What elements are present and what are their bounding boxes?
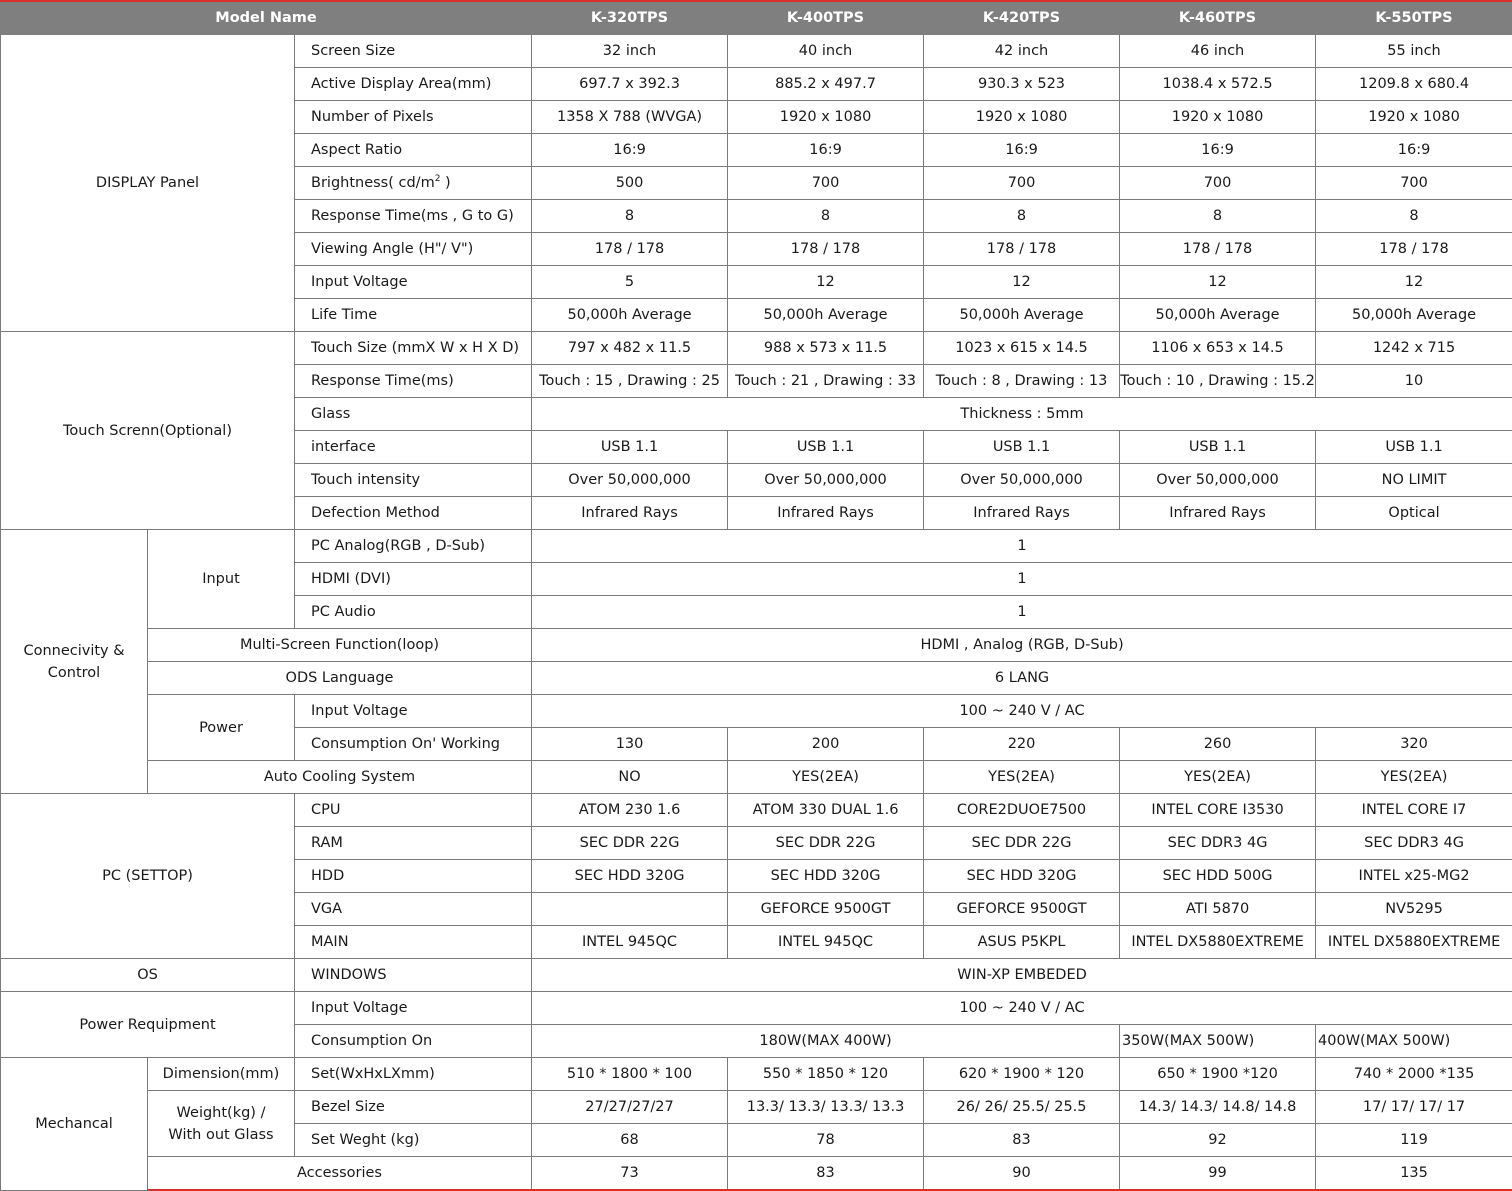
spec-value: Over 50,000,000 bbox=[1120, 464, 1316, 497]
spec-value-merged: 1 bbox=[532, 596, 1512, 629]
spec-label: Response Time(ms) bbox=[295, 365, 532, 398]
brightness-label-text: Brightness( cd/m bbox=[311, 175, 435, 191]
spec-value: 50,000h Average bbox=[532, 299, 728, 332]
spec-value-merged: Thickness : 5mm bbox=[532, 398, 1512, 431]
spec-label: Multi-Screen Function(loop) bbox=[148, 629, 532, 662]
spec-value: 92 bbox=[1120, 1124, 1316, 1157]
spec-label: Glass bbox=[295, 398, 532, 431]
spec-label: Screen Size bbox=[295, 35, 532, 68]
spec-value: Over 50,000,000 bbox=[924, 464, 1120, 497]
spec-value: 8 bbox=[1120, 200, 1316, 233]
spec-value-merged: 6 LANG bbox=[532, 662, 1512, 695]
subgroup-input: Input bbox=[148, 530, 295, 629]
spec-value: 55 inch bbox=[1316, 35, 1512, 68]
spec-label: Input Voltage bbox=[295, 992, 532, 1025]
brightness-label-close: ) bbox=[440, 175, 450, 191]
spec-value: 135 bbox=[1316, 1157, 1512, 1191]
table-row bbox=[1, 1091, 1512, 1124]
spec-value: NO bbox=[532, 761, 728, 794]
spec-value: 99 bbox=[1120, 1157, 1316, 1191]
spec-value: SEC DDR3 4G bbox=[1120, 827, 1316, 860]
spec-value: 16:9 bbox=[1316, 134, 1512, 167]
spec-label: Aspect Ratio bbox=[295, 134, 532, 167]
spec-value: 50,000h Average bbox=[1120, 299, 1316, 332]
spec-label: Set(WxHxLXmm) bbox=[295, 1058, 532, 1091]
spec-value: 260 bbox=[1120, 728, 1316, 761]
subgroup-weight-line2: With out Glass bbox=[168, 1127, 273, 1143]
spec-label: Touch Size (mmX W x H X D) bbox=[295, 332, 532, 365]
table-row bbox=[1, 1157, 1512, 1191]
spec-value: NV5295 bbox=[1316, 893, 1512, 926]
table-row bbox=[1, 761, 1512, 794]
spec-value: 78 bbox=[728, 1124, 924, 1157]
spec-value: 8 bbox=[1316, 200, 1512, 233]
table-row bbox=[1, 1058, 1512, 1091]
spec-label: ODS Language bbox=[148, 662, 532, 695]
spec-value: 1920 x 1080 bbox=[1316, 101, 1512, 134]
spec-value: YES(2EA) bbox=[1316, 761, 1512, 794]
group-os: OS bbox=[1, 959, 295, 992]
spec-value: ASUS P5KPL bbox=[924, 926, 1120, 959]
spec-value: 17/ 17/ 17/ 17 bbox=[1316, 1091, 1512, 1124]
spec-label: PC Audio bbox=[295, 596, 532, 629]
spec-value-merged: 1 bbox=[532, 530, 1512, 563]
spec-value: 13.3/ 13.3/ 13.3/ 13.3 bbox=[728, 1091, 924, 1124]
table-row bbox=[1, 959, 1512, 992]
table-row bbox=[1, 695, 1512, 728]
spec-value: Touch : 8 , Drawing : 13 bbox=[924, 365, 1120, 398]
spec-label: Input Voltage bbox=[295, 266, 532, 299]
spec-value: USB 1.1 bbox=[532, 431, 728, 464]
spec-value: 1106 x 653 x 14.5 bbox=[1120, 332, 1316, 365]
spec-value: NO LIMIT bbox=[1316, 464, 1512, 497]
spec-value: 42 inch bbox=[924, 35, 1120, 68]
spec-value: 12 bbox=[1120, 266, 1316, 299]
spec-value: ATOM 230 1.6 bbox=[532, 794, 728, 827]
spec-value-merged: WIN-XP EMBEDED bbox=[532, 959, 1512, 992]
spec-value: 8 bbox=[728, 200, 924, 233]
table-row bbox=[1, 662, 1512, 695]
spec-value: 32 inch bbox=[532, 35, 728, 68]
spec-value: 1920 x 1080 bbox=[728, 101, 924, 134]
spec-value: 90 bbox=[924, 1157, 1120, 1191]
group-pc-settop: PC (SETTOP) bbox=[1, 794, 295, 959]
spec-value: YES(2EA) bbox=[1120, 761, 1316, 794]
spec-value: 119 bbox=[1316, 1124, 1512, 1157]
spec-value-merged: 100 ~ 240 V / AC bbox=[532, 695, 1512, 728]
spec-label: WINDOWS bbox=[295, 959, 532, 992]
spec-value: 200 bbox=[728, 728, 924, 761]
spec-value: USB 1.1 bbox=[728, 431, 924, 464]
spec-value: Infrared Rays bbox=[728, 497, 924, 530]
spec-value: 500 bbox=[532, 167, 728, 200]
spec-value: Touch : 15 , Drawing : 25 bbox=[532, 365, 728, 398]
spec-value: Over 50,000,000 bbox=[532, 464, 728, 497]
spec-value: 988 x 573 x 11.5 bbox=[728, 332, 924, 365]
spec-label: RAM bbox=[295, 827, 532, 860]
spec-value: 178 / 178 bbox=[924, 233, 1120, 266]
spec-value: Infrared Rays bbox=[924, 497, 1120, 530]
spec-value: ATOM 330 DUAL 1.6 bbox=[728, 794, 924, 827]
group-mechanical: Mechancal bbox=[1, 1058, 148, 1191]
table-row bbox=[1, 992, 1512, 1025]
spec-value: 130 bbox=[532, 728, 728, 761]
spec-value: 27/27/27/27 bbox=[532, 1091, 728, 1124]
spec-value: Optical bbox=[1316, 497, 1512, 530]
spec-label: Viewing Angle (H"/ V") bbox=[295, 233, 532, 266]
spec-value: 700 bbox=[728, 167, 924, 200]
spec-value: 12 bbox=[924, 266, 1120, 299]
table-row bbox=[1, 332, 1512, 365]
spec-value: 83 bbox=[924, 1124, 1120, 1157]
spec-label: HDD bbox=[295, 860, 532, 893]
spec-value: INTEL CORE I3530 bbox=[1120, 794, 1316, 827]
spec-value: GEFORCE 9500GT bbox=[924, 893, 1120, 926]
subgroup-weight bbox=[148, 1091, 295, 1157]
subgroup-power: Power bbox=[148, 695, 295, 761]
spec-value: 700 bbox=[1316, 167, 1512, 200]
model-header-k400: K-400TPS bbox=[728, 1, 924, 35]
spec-value: 40 inch bbox=[728, 35, 924, 68]
spec-label: Active Display Area(mm) bbox=[295, 68, 532, 101]
group-display-panel: DISPLAY Panel bbox=[1, 35, 295, 332]
spec-label: HDMI (DVI) bbox=[295, 563, 532, 596]
spec-value: 700 bbox=[924, 167, 1120, 200]
spec-value: 885.2 x 497.7 bbox=[728, 68, 924, 101]
spec-label: Auto Cooling System bbox=[148, 761, 532, 794]
spec-value: 73 bbox=[532, 1157, 728, 1191]
spec-label: Consumption On' Working bbox=[295, 728, 532, 761]
header-row bbox=[1, 1, 1512, 35]
table-row bbox=[1, 629, 1512, 662]
group-connectivity bbox=[1, 530, 148, 794]
spec-value: SEC HDD 320G bbox=[532, 860, 728, 893]
spec-value: INTEL DX5880EXTREME bbox=[1316, 926, 1512, 959]
spec-label: Response Time(ms , G to G) bbox=[295, 200, 532, 233]
spec-value: SEC HDD 320G bbox=[924, 860, 1120, 893]
subgroup-weight-line1: Weight(kg) / bbox=[177, 1105, 266, 1121]
spec-label: Input Voltage bbox=[295, 695, 532, 728]
spec-value: INTEL 945QC bbox=[532, 926, 728, 959]
spec-value: 930.3 x 523 bbox=[924, 68, 1120, 101]
spec-value-merged: 180W(MAX 400W) bbox=[532, 1025, 1120, 1058]
spec-value: 178 / 178 bbox=[728, 233, 924, 266]
group-power-requipment: Power Requipment bbox=[1, 992, 295, 1058]
spec-value: ATI 5870 bbox=[1120, 893, 1316, 926]
spec-value: 510 * 1800 * 100 bbox=[532, 1058, 728, 1091]
spec-value: YES(2EA) bbox=[924, 761, 1120, 794]
spec-label: Life Time bbox=[295, 299, 532, 332]
spec-value: YES(2EA) bbox=[728, 761, 924, 794]
spec-value: 1209.8 x 680.4 bbox=[1316, 68, 1512, 101]
model-header-k550: K-550TPS bbox=[1316, 1, 1512, 35]
spec-value: 220 bbox=[924, 728, 1120, 761]
spec-value: 46 inch bbox=[1120, 35, 1316, 68]
spec-value: 650 * 1900 *120 bbox=[1120, 1058, 1316, 1091]
spec-value: 5 bbox=[532, 266, 728, 299]
spec-label: VGA bbox=[295, 893, 532, 926]
spec-label: Touch intensity bbox=[295, 464, 532, 497]
spec-value: USB 1.1 bbox=[924, 431, 1120, 464]
spec-value: 26/ 26/ 25.5/ 25.5 bbox=[924, 1091, 1120, 1124]
spec-value: 50,000h Average bbox=[728, 299, 924, 332]
spec-value: 178 / 178 bbox=[1316, 233, 1512, 266]
spec-value: 1358 X 788 (WVGA) bbox=[532, 101, 728, 134]
spec-value: INTEL 945QC bbox=[728, 926, 924, 959]
spec-value: 1242 x 715 bbox=[1316, 332, 1512, 365]
spec-value: 178 / 178 bbox=[532, 233, 728, 266]
spec-value: USB 1.1 bbox=[1316, 431, 1512, 464]
model-header-k460: K-460TPS bbox=[1120, 1, 1316, 35]
spec-value: 16:9 bbox=[532, 134, 728, 167]
spec-value: SEC HDD 320G bbox=[728, 860, 924, 893]
spec-value: 14.3/ 14.3/ 14.8/ 14.8 bbox=[1120, 1091, 1316, 1124]
spec-label: interface bbox=[295, 431, 532, 464]
spec-value: INTEL x25-MG2 bbox=[1316, 860, 1512, 893]
spec-value: 620 * 1900 * 120 bbox=[924, 1058, 1120, 1091]
spec-value: 320 bbox=[1316, 728, 1512, 761]
spec-value: 16:9 bbox=[1120, 134, 1316, 167]
group-connectivity-line2: Control bbox=[48, 665, 100, 681]
model-header-k420: K-420TPS bbox=[924, 1, 1120, 35]
spec-value: Infrared Rays bbox=[532, 497, 728, 530]
spec-label: Consumption On bbox=[295, 1025, 532, 1058]
spec-value: 350W(MAX 500W) bbox=[1120, 1025, 1316, 1058]
spec-value: INTEL DX5880EXTREME bbox=[1120, 926, 1316, 959]
spec-label: PC Analog(RGB , D-Sub) bbox=[295, 530, 532, 563]
group-connectivity-line1: Connecivity & bbox=[23, 643, 124, 659]
spec-value: 550 * 1850 * 120 bbox=[728, 1058, 924, 1091]
spec-value: 8 bbox=[532, 200, 728, 233]
spec-value: SEC DDR3 4G bbox=[1316, 827, 1512, 860]
spec-value: 797 x 482 x 11.5 bbox=[532, 332, 728, 365]
spec-value: SEC DDR 22G bbox=[532, 827, 728, 860]
spec-label: Bezel Size bbox=[295, 1091, 532, 1124]
spec-value: Over 50,000,000 bbox=[728, 464, 924, 497]
spec-value: 8 bbox=[924, 200, 1120, 233]
spec-value: 12 bbox=[1316, 266, 1512, 299]
spec-value: Infrared Rays bbox=[1120, 497, 1316, 530]
spec-value: 400W(MAX 500W) bbox=[1316, 1025, 1512, 1058]
group-touch-screen: Touch Screnn(Optional) bbox=[1, 332, 295, 530]
spec-value: 50,000h Average bbox=[1316, 299, 1512, 332]
spec-label-brightness bbox=[295, 167, 532, 200]
spec-value: SEC DDR 22G bbox=[728, 827, 924, 860]
spec-value: 178 / 178 bbox=[1120, 233, 1316, 266]
model-header-k320: K-320TPS bbox=[532, 1, 728, 35]
spec-value: 16:9 bbox=[924, 134, 1120, 167]
table-row bbox=[1, 35, 1512, 68]
spec-value: 700 bbox=[1120, 167, 1316, 200]
spec-value: 68 bbox=[532, 1124, 728, 1157]
spec-value: SEC HDD 500G bbox=[1120, 860, 1316, 893]
spec-value: 83 bbox=[728, 1157, 924, 1191]
spec-value: Touch : 10 , Drawing : 15.2 bbox=[1120, 365, 1316, 398]
spec-value-merged: 1 bbox=[532, 563, 1512, 596]
spec-value: INTEL CORE I7 bbox=[1316, 794, 1512, 827]
subgroup-dimension: Dimension(mm) bbox=[148, 1058, 295, 1091]
spec-value: 10 bbox=[1316, 365, 1512, 398]
spec-value: 740 * 2000 *135 bbox=[1316, 1058, 1512, 1091]
spec-label: Defection Method bbox=[295, 497, 532, 530]
spec-value: Touch : 21 , Drawing : 33 bbox=[728, 365, 924, 398]
spec-label: CPU bbox=[295, 794, 532, 827]
spec-label: Accessories bbox=[148, 1157, 532, 1191]
spec-label: MAIN bbox=[295, 926, 532, 959]
spec-value: 12 bbox=[728, 266, 924, 299]
spec-label: Number of Pixels bbox=[295, 101, 532, 134]
model-name-header: Model Name bbox=[1, 1, 532, 35]
spec-value: 697.7 x 392.3 bbox=[532, 68, 728, 101]
spec-value-merged: 100 ~ 240 V / AC bbox=[532, 992, 1512, 1025]
spec-value: 50,000h Average bbox=[924, 299, 1120, 332]
spec-value: 16:9 bbox=[728, 134, 924, 167]
spec-value: USB 1.1 bbox=[1120, 431, 1316, 464]
spec-value: 1920 x 1080 bbox=[1120, 101, 1316, 134]
spec-value: 1023 x 615 x 14.5 bbox=[924, 332, 1120, 365]
spec-value: SEC DDR 22G bbox=[924, 827, 1120, 860]
spec-value: CORE2DUOE7500 bbox=[924, 794, 1120, 827]
spec-value-merged: HDMI , Analog (RGB, D-Sub) bbox=[532, 629, 1512, 662]
table-row bbox=[1, 530, 1512, 563]
spec-value: GEFORCE 9500GT bbox=[728, 893, 924, 926]
table-row bbox=[1, 794, 1512, 827]
spec-value: 1920 x 1080 bbox=[924, 101, 1120, 134]
spec-label: Set Weght (kg) bbox=[295, 1124, 532, 1157]
superscript-2: 2 bbox=[435, 174, 441, 184]
spec-value: 1038.4 x 572.5 bbox=[1120, 68, 1316, 101]
spec-value bbox=[532, 893, 728, 926]
